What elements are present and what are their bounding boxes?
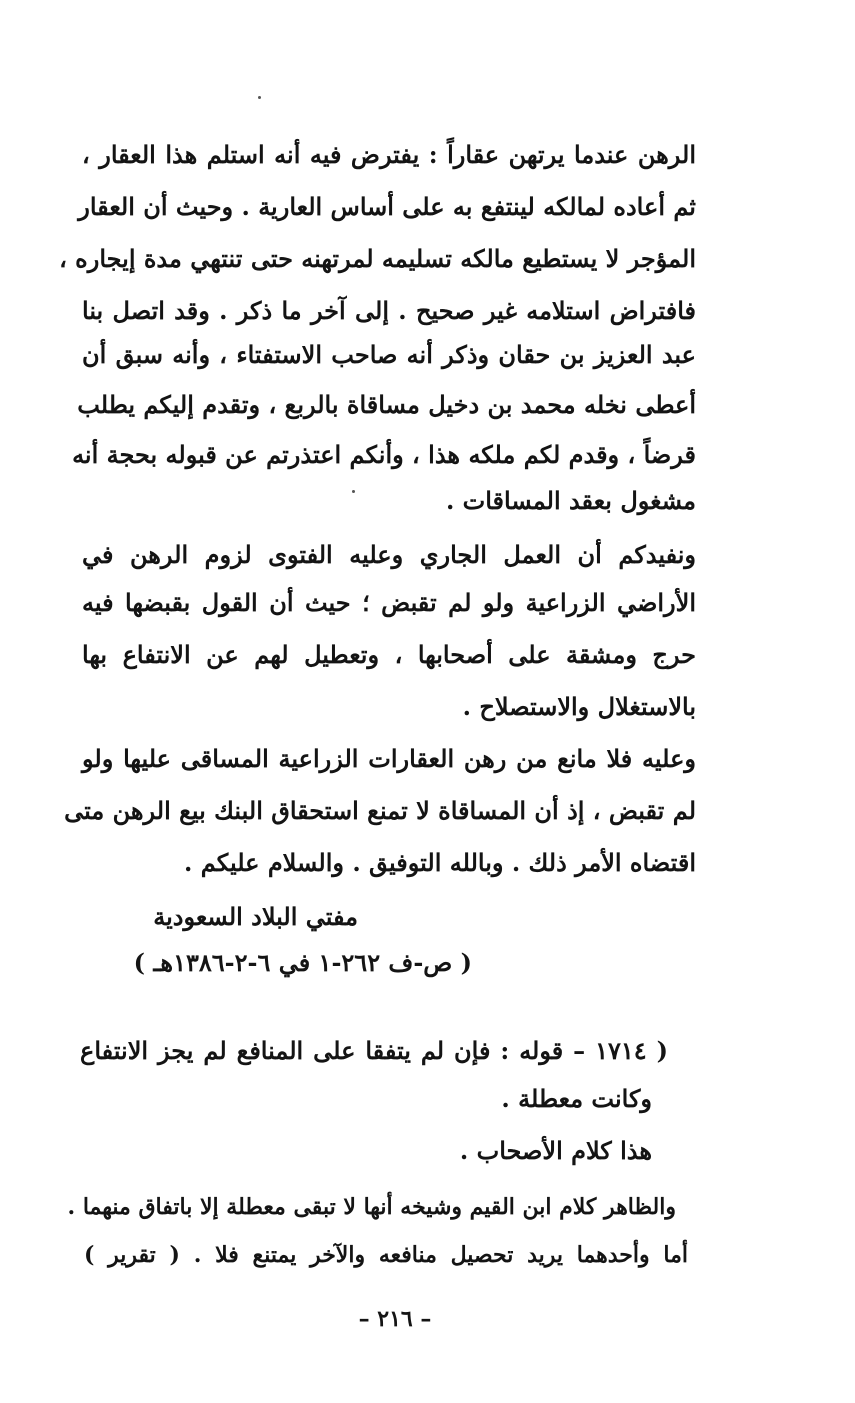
fatwa-reference: ( ص-ف ٢٦٢-١ في ٦-٢-١٣٨٦هـ ) xyxy=(133,948,472,977)
paragraph-3-line: وعليه فلا مانع من رهن العقارات الزراعية المساقى عليها ولو xyxy=(82,744,696,773)
paragraph-1-line: قرضاً ، وقدم لكم ملكه هذا ، وأنكم اعتذرتم عن قبوله بحجة أنه xyxy=(72,440,696,469)
section-1714-line: هذا كلام الأصحاب . xyxy=(459,1136,652,1165)
paragraph-1-line: الرهن عندما يرتهن عقاراً : يفترض فيه أنه استلم هذا العقار ، xyxy=(82,140,696,169)
section-1714-line: وكانت معطلة . xyxy=(501,1084,652,1113)
scan-speck xyxy=(258,96,261,99)
commentary-line: والظاهر كلام ابن القيم وشيخه أنها لا تبقى معطلة إلا باتفاق منهما . xyxy=(67,1194,676,1220)
paragraph-2-line: ونفيدكم أن العمل الجاري وعليه الفتوى لزوم الرهن في xyxy=(82,540,696,569)
signature: مفتي البلاد السعودية xyxy=(153,902,358,931)
paragraph-1-line: فافتراض استلامه غير صحيح . إلى آخر ما ذكر . وقد اتصل بنا xyxy=(82,296,696,325)
paragraph-3-line: اقتضاه الأمر ذلك . وبالله التوفيق . والسلام عليكم . xyxy=(184,848,696,877)
paragraph-2-line: حرج ومشقة على أصحابها ، وتعطيل لهم عن الانتفاع بها xyxy=(82,640,696,669)
paragraph-1-line: مشغول بعقد المساقات . xyxy=(445,486,696,515)
section-1714-line: ( ١٧١٤ – قوله : فإن لم يتفقا على المنافع لم يجز الانتفاع xyxy=(80,1036,668,1065)
paragraph-2-line: بالاستغلال والاستصلاح . xyxy=(462,692,696,721)
paragraph-2-line: الأراضي الزراعية ولو لم تقبض ؛ حيث أن القول بقبضها فيه xyxy=(82,588,696,617)
commentary-line: أما وأحدهما يريد تحصيل منافعه والآخر يمتنع فلا . ( تقرير ) xyxy=(84,1242,688,1268)
paragraph-1-line: أعطى نخله محمد بن دخيل مساقاة بالربع ، وتقدم إليكم يطلب xyxy=(77,390,696,419)
paragraph-1-line: ثم أعاده لمالكه لينتفع به على أساس العارية . وحيث أن العقار xyxy=(78,192,696,221)
paragraph-1-line: عبد العزيز بن حقان وذكر أنه صاحب الاستفتاء ، وأنه سبق أن xyxy=(82,340,696,369)
paragraph-3-line: لم تقبض ، إذ أن المساقاة لا تمنع استحقاق البنك بيع الرهن متى xyxy=(64,796,696,825)
paragraph-1-line: المؤجر لا يستطيع مالكه تسليمه لمرتهنه حتى تنتهي مدة إيجاره ، xyxy=(59,244,696,273)
page-number: – ٢١٦ – xyxy=(358,1306,432,1332)
